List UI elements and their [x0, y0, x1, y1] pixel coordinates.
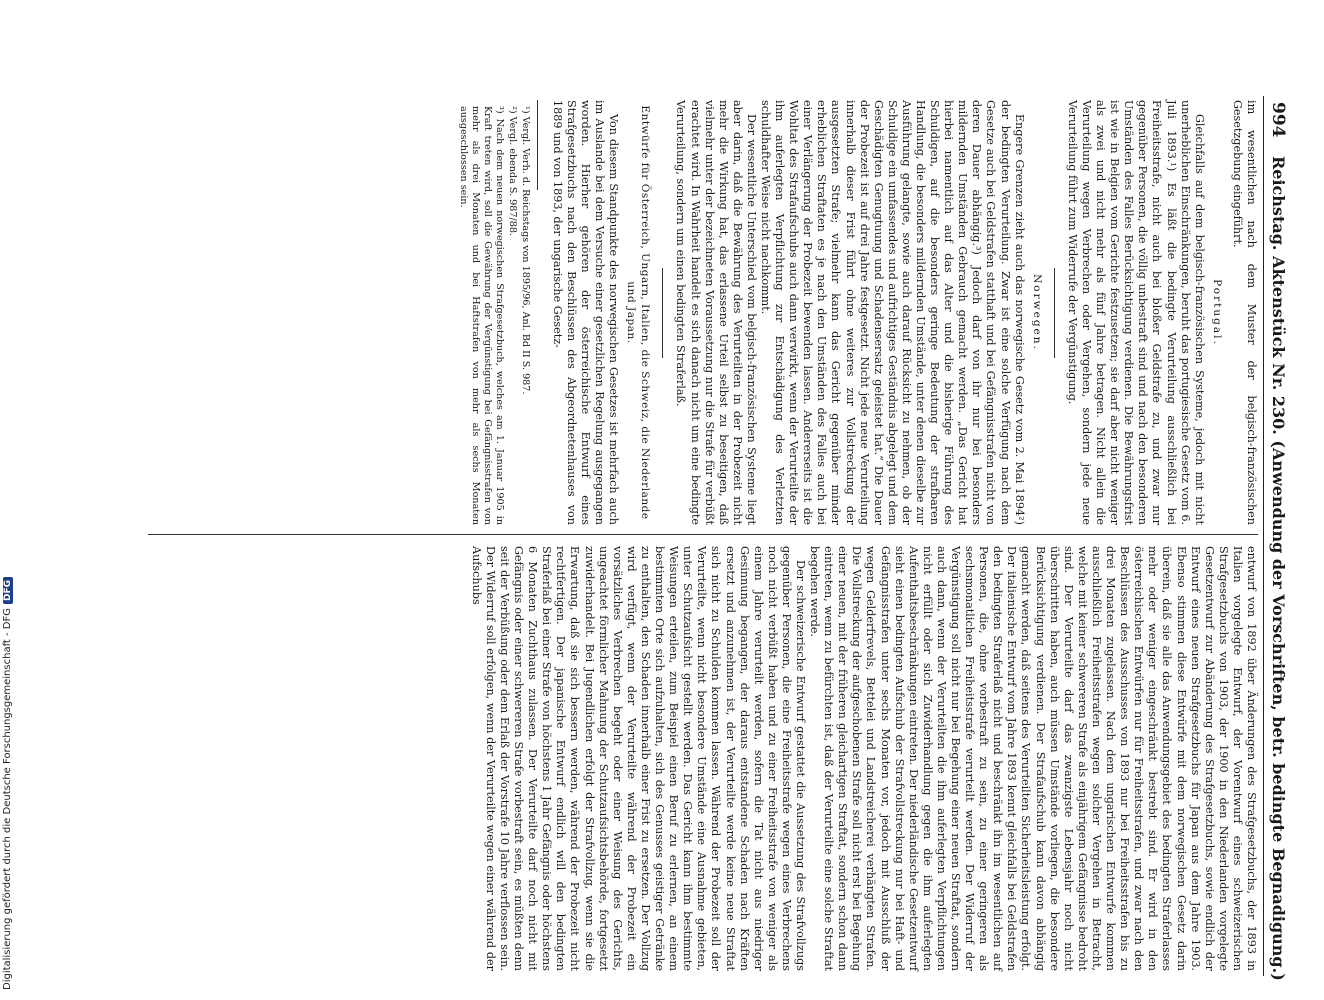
section-divider: [1054, 268, 1055, 358]
section-heading-portugal: Portugal.: [1210, 279, 1223, 346]
entwuerfe-paragraph: Von diesem Standpunkte des norwegischen Gesetzes ist mehrfach auch im Auslande bei dem Versuche einer gesetzlichen Regelung ausgegangen worden. Hierher gehören der österreichische Entwurf eines Strafgesetzbuchs nach den Beschlüssen des Abgeordnetenhauses von 1889 und von 1893, der ungarische Gesetz-: [550, 100, 621, 525]
page-header: [1263, 96, 1290, 981]
section-divider: [662, 268, 663, 358]
norwegen-paragraph-2: Der wesentliche Unterschied vom belgisch-französischen Systeme liegt aber darin, daß die Bewährung des Verurteilten in der Probezeit nicht mehr die Wirkung hat, das erlassene Urteil selbst zu beseitigen, daß vielmehr unter der bezeichneten Voraussetzung nur die Strafe für verbüßt erachtet wird. In Wahrheit handelt es sich danach nicht um eine bedingte Verurteilung, sondern um einen bedingten Straferlaß.: [674, 100, 758, 525]
document-page: [95, 96, 1290, 981]
running-title: Reichstag. Aktenstück Nr. 230. (Anwendung der Vorschriften, betr. bedingte Begnadigung.): [1269, 156, 1288, 981]
norwegen-paragraph-1: Engere Grenzen zieht auch das norwegische Gesetz vom 2. Mai 1894²) der bedingten Verurteilung. Zwar ist eine solche Verfügung nach dem Gesetze auch bei Geldstrafen statthaft und bei Gefängnisstrafen nicht von deren Dauer abhängig.³) Jedoch darf von ihr nur bei besonders mildernden Umständen Gebrauch gemacht werden. „Das Gericht hat hierbei namentlich auf das Alter und die bisherige Führung des Schuldigen, auf die besonders geringe Bedeutung der strafbaren Handlung, die besonders mildernden Umstände, unter denen dieselbe zur Ausführung gelangte, sowie auch darauf Rücksicht zu nehmen, ob der Schuldige ein umfassendes und aufrichtiges Geständnis abgelegt und dem Geschädigten Genugtuung und Schadensersatz geleistet hat.“ Die Dauer der Probezeit ist auf drei Jahre festgesetzt. Nicht jede neue Verurteilung innerhalb dieser Frist führt ohne weiteres zur Vollstreckung der ausgesetzten Strafe; vielmehr kann das Gericht gegenüber minder erheblichen Straftaten es je nach den Umständen des Falles auch bei einer Verlängerung der Probezeit bewenden lassen. Andererseits ist die Wohltat des Strafaufschubs auch dann verwirkt, wenn der Verurteilte der ihm auferlegten Verpflichtung zur Entschädigung des Verletzten schuldhafter Weise nicht nachkommt.: [759, 100, 1026, 525]
right-paragraph-1: entwurf von 1892 über Änderungen des Strafgesetzbuchs, der 1893 in Italien vorgelegte Entwurf, der Vorentwurf eines schweizerischen Strafgesetzbuchs von 1903, der 1900 in den Niederlanden vorgelegte Gesetzentwurf zur Abänderung des Strafgesetzbuchs, sowie endlich der Entwurf eines neuen Strafgesetzbuchs für Japan aus dem Jahre 1903. Ebenso stimmen diese Entwürfe mit dem norwegischen Gesetz darin überein, daß sie alle das Anwendungsgebiet des bedingten Straferlasses mehr oder weniger eingeschränkt bestrebt sind. Er wird in den österreichischen Entwürfen nur für Freiheitsstrafen, und zwar nach den Beschlüssen des Ausschusses von 1893 nur bei Freiheitsstrafen bis zu drei Monaten zugelassen. Nach dem ungarischen Entwurfe kommen ausschließlich Freiheitsstrafen wegen solcher Vergehen in Betracht, welche mit keiner schwereren Strafe als einjährigem Gefängnisse bedroht sind. Der Verurteilte darf das zwanzigste Lebensjahr noch nicht überschritten haben, auch müssen Umstände vorliegen, die besondere Berücksichtigung verdienen. Der Strafaufschub kann davon abhängig gemacht werden, daß seitens des Verurteilten Sicherheitsleistung erfolgt. Der italienische Entwurf vom Jahre 1893 kennt gleichfalls bei Geldstrafen den bedingten Straferlaß nicht und beschränkt ihn im wesentlichen auf Personen, die, ohne vorbestraft zu sein, zu einer geringeren als sechsmonatlichen Freiheitsstrafe verurteilt werden. Der Widerruf der Vergünstigung soll nicht nur bei Begehung einer neuen Straftat, sondern auch dann, wenn der Verurteilten die ihm auferlegten Verpflichtungen nicht erfüllt oder sich Zuwiderhandlung gegen die ihm auferlegten Aufenthaltsbeschränkungen eintreten. Der niederländische Gesetzentwurf sieht einen bedingten Aufschub der Strafvollstreckung nur bei Haft- und Gefängnisstrafen unter sechs Monaten vor, jedoch mit Ausschluß der wegen Gelderfrevels, Bettelei und Landstreicherei verhängten Strafen. Die Vollstreckung der aufgeschobenen Strafe soll nicht erst bei Begehung einer neuen, mit der früheren gleichartigen Straftat, sondern schon dann eintreten, wenn zu befürchten ist, daß der Verurteilte eine solche Straftat begehen werde.: [808, 546, 1258, 971]
column-divider: [148, 534, 1258, 535]
right-column: [469, 546, 1258, 971]
footnote-2: ²) Vergl. ebenda S. 987/88.: [506, 106, 518, 236]
footnote-rule: [537, 100, 538, 190]
footnote-1: ¹) Vergl. Verh. d. Reichstags von 1895/96, Anl. Bd II S. 987.: [519, 106, 531, 395]
section-heading-norwegen: Norwegen.: [1030, 274, 1043, 351]
credit-text: Digitalisierung gefördert durch die Deutsche Forschungsgemeinschaft - DFG: [2, 607, 13, 990]
section-heading-entwuerfe: Entwürfe für Österreich, Ungarn, Italien, die Schweiz, die Niederlande und Japan.: [625, 105, 652, 520]
digitization-credit: [2, 577, 13, 990]
dfg-logo: DFG: [3, 577, 13, 604]
portugal-paragraph: Gleichfalls auf dem belgisch-französischen Systeme, jedoch mit nicht unerheblichen Einschränkungen, beruht das portugiesische Gesetz vom 6. Juli 1893.¹) Es läßt die bedingte Verurteilung ausschließlich bei Freiheitsstrafe, nicht auch bei bloßer Geldstrafe zu, und zwar nur gegenüber Personen, die völlig unbestraft sind und nach den besonderen Umständen des Falles Berücksichtigung verdienen. Die Bewährungsfrist ist wie in Belgien vom Gerichte festzusetzen; sie darf aber nicht weniger als zwei und nicht mehr als fünf Jahre betragen. Nicht allein die Verurteilung wegen Verbrechen oder Vergehen, sondern jede neue Verurteilung führt zum Widerrufe der Vergünstigung.: [1065, 100, 1206, 525]
left-column: [456, 100, 1258, 525]
right-paragraph-2: Der schweizerische Entwurf gestattet die Aussetzung des Strafvollzugs gegenüber Personen, die eine Freiheitsstrafe wegen eines Verbrechens noch nicht verbüßt haben und zu einer Freiheitsstrafe von weniger als einem Jahre verurteilt werden, sofern die Tat nicht aus niedriger Gesinnung begangen, der daraus entstandene Schaden nach Kräften ersetzt und anzunehmen ist, der Verurteilte werde keine neue Straftat sich nicht zu Schulden kommen lassen. Während der Probezeit soll der Verurteilte, wenn nicht besondere Umstände eine Ausnahme gebieten, unter Schutzaufsicht gestellt werden. Das Gericht kann ihm bestimmte Weisungen erteilen, zum Beispiel einen Beruf zu erlernen, an einem bestimmten Orte sich aufzuhalten, sich des Genusses geistiger Getränke zu enthalten, den Schaden innerhalb einer Frist zu ersetzen. Der Vollzug wird verfügt, wenn der Verurteilte während der Probezeit ein vorsätzliches Verbrechen begeht oder einer Weisung des Gerichts, ungeachtet förmlicher Mahnung der Schutzaufsichtsbehörde, fortgesetzt zuwiderhandelt. Bei Jugendlichen erfolgt der Strafvollzug, wenn sie die Erwartung, daß sie sich bessern werden, während der Probezeit nicht rechtfertigen. Der japanische Entwurf endlich will den bedingten Straferlaß bei einer Strafe von höchstens 1 Jahr Gefängnis oder höchstens 6 Monaten Zuchthaus zulassen. Der Verurteilte darf noch nicht mit Gefängnis oder einer schwereren Strafe vorbestraft sein, es müßten denn seit der Verbüßung oder dem Erlaß der Vorstrafe 10 Jahre verflossen sein. Der Widerruf soll erfolgen, wenn der Verurteilte wegen einer während der Aufschubs: [469, 546, 807, 971]
page-number: 994: [1268, 102, 1288, 138]
footnote-3: ³) Nach dem neuen norwegischen Strafgesetzbuch, welches am 1. Januar 1905 in Kraft treten wird, soll die Gewährung der Vergünstigung bei Gefängnisstrafen von mehr als drei Monaten und bei Haftstrafen von mehr als sechs Monaten ausgeschlossen sein.: [457, 106, 505, 525]
intro-paragraph: im wesentlichen nach dem Muster der belgisch-französischen Gesetzgebung eingeführt.: [1230, 100, 1258, 525]
